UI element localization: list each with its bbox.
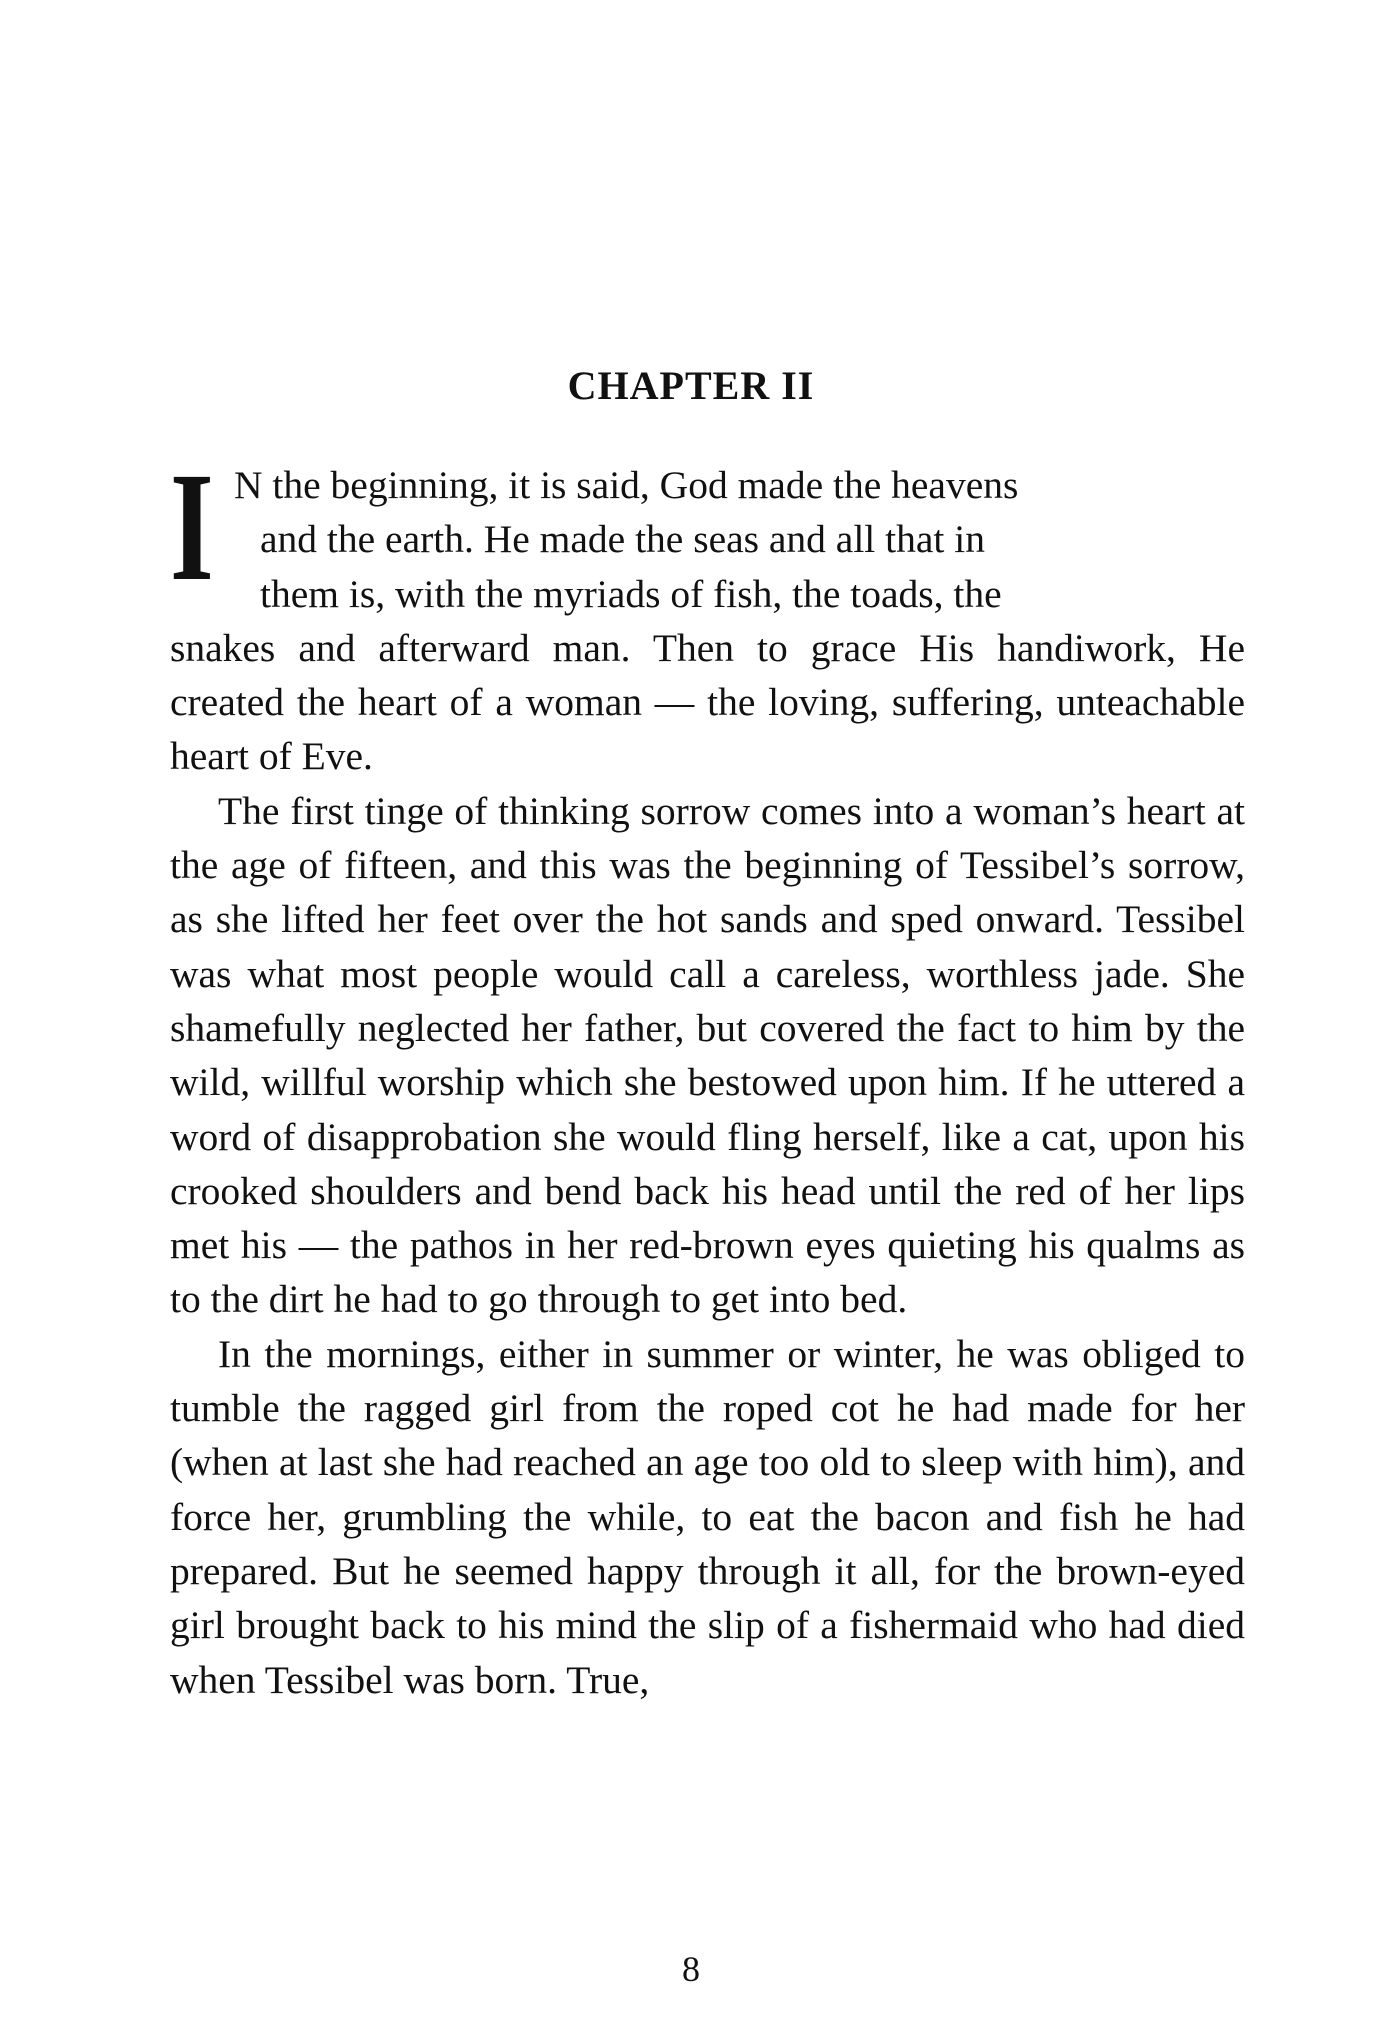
paragraph-1-line-1 <box>170 458 1245 512</box>
drop-cap-letter: I <box>170 440 214 613</box>
page-number: 8 <box>682 1949 700 1989</box>
chapter-heading: CHAPTER II <box>567 363 815 408</box>
paragraph-1-line-2: and the earth. He made the seas and all that in <box>260 517 985 562</box>
paragraph-1-line-3: them is, with the myriads of fish, the toads, the <box>260 571 1002 616</box>
paragraph-1-line-1-text: N the beginning, it is said, God made the heavens <box>234 463 1019 507</box>
paragraph-3: In the mornings, either in summer or winter, he was obliged to tumble the ragged girl from the roped cot he had made for her (when at last she had reached an age too old to sleep with him), and force her, grumbling the while, to eat the bacon and fish he had prepared. But he seemed happy through it all, for the brown-eyed girl brought back to his mind the slip of a fishermaid who had died when Tessibel was born. True, <box>170 1331 1245 1702</box>
body-text <box>170 440 1245 1707</box>
paragraph-2: The first tinge of thinking sorrow comes into a woman’s heart at the age of fifteen, and this was the beginning of Tessibel’s sorrow, as she lifted her feet over the hot sands and sped onward. Tessibel was what most people would call a careless, worthless jade. She shamefully neglected her father, but covered the fact to him by the wild, willful worship which she bestowed upon him. If he uttered a word of disapprobation she would fling herself, like a cat, upon his crooked shoulders and bend back his head until the red of her lips met his — the pathos in her red-brown eyes quieting his qualms as to the dirt he had to go through to get into bed. <box>170 788 1245 1322</box>
paragraph-1-rest: snakes and afterward man. Then to grace His handiwork, He created the heart of a woman — the loving, suffering, unteachable heart of Eve. <box>170 625 1245 779</box>
